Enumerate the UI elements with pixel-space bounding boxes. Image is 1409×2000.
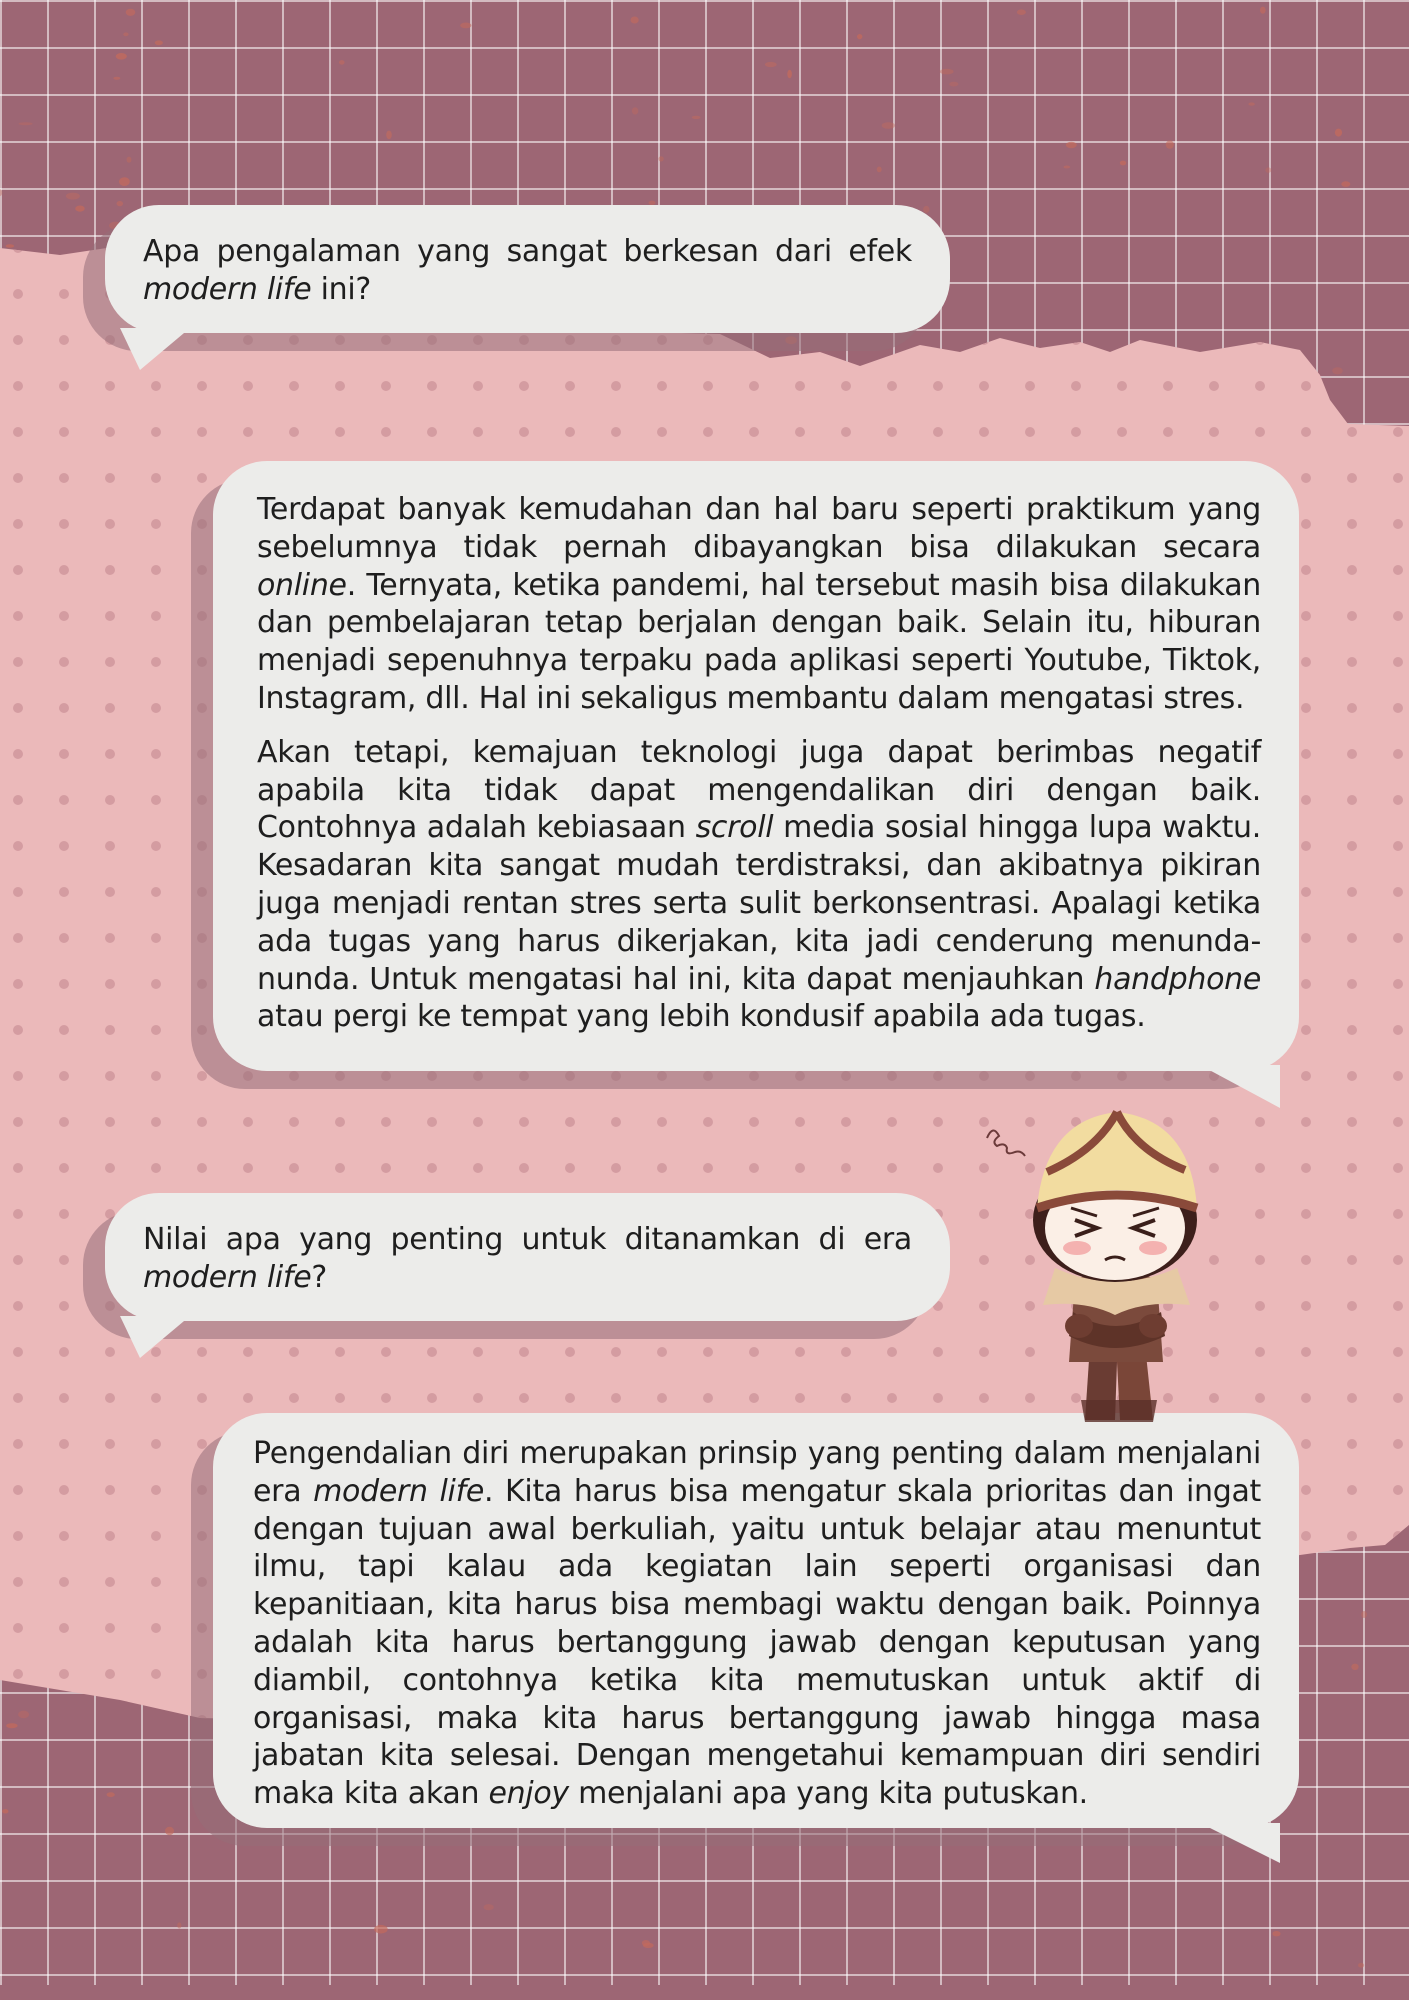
- text-run: ?: [311, 1259, 327, 1295]
- answer-1-paragraph-1: [257, 491, 1261, 718]
- text-run: ini?: [311, 271, 372, 307]
- text-run: menjalani apa yang kita putuskan.: [568, 1776, 1088, 1812]
- italic-term: enjoy: [488, 1776, 569, 1812]
- text-run: Terdapat banyak kemudahan dan hal baru seperti praktikum yang sebelumnya tidak pernah dibayangkan bisa dilakukan secara: [257, 492, 1261, 565]
- text-run: . Kita harus bisa mengatur skala prioritas dan ingat dengan tujuan awal berkuliah, yaitu untuk belajar atau menuntut ilmu, tapi kalau ada kegiatan lain seperti organisasi dan kepanitiaan, kita harus bisa membagi waktu dengan baik. Poinnya adalah kita harus bertanggung jawab dengan keputusan yang diambil, contohnya ketika kita memutuskan untuk aktif di organisasi, maka kita harus bertanggung jawab hingga masa jabatan kita selesai. Dengan mengetahui kemampuan diri sendiri maka kita akan: [253, 1473, 1261, 1812]
- italic-term: online: [257, 567, 347, 603]
- text-run: Akan tetapi, kemajuan teknologi juga dapat berimbas negatif apabila kita tidak dapat mengendalikan diri dengan baik. Contohnya adalah kebiasaan: [257, 734, 1261, 846]
- italic-term: modern life: [143, 271, 312, 307]
- answer-bubble-2: [213, 1413, 1299, 1828]
- bottom-strip: [0, 1985, 1409, 2000]
- italic-term: scroll: [695, 810, 774, 846]
- bubble-tail-3: [120, 1308, 240, 1368]
- italic-term: modern life: [143, 1259, 312, 1295]
- text-run: . Ternyata, ketika pandemi, hal tersebut masih bisa dilakukan dan pembelajaran tetap berjalan dengan baik. Selain itu, hiburan menjadi sepenuhnya terpaku pada aplikasi seperti Youtube, Tiktok, Instagram, dll. Hal ini sekaligus membantu dalam mengatasi stres.: [257, 567, 1261, 716]
- question-text-1: [143, 233, 912, 309]
- text-run: media sosial hingga lupa waktu. Kesadaran kita sangat mudah terdistraksi, dan akibatnya pikiran juga menjadi rentan stres serta sulit berkonsentrasi. Apalagi ketika ada tugas yang harus dikerjakan, kita jadi cenderung menunda-nunda. Untuk mengatasi hal ini, kita dapat menjauhkan: [257, 810, 1261, 997]
- text-run: Apa pengalaman yang sangat berkesan dari efek: [143, 234, 912, 269]
- answer-2-paragraph-1: [253, 1435, 1261, 1813]
- answer-bubble-1: [213, 461, 1299, 1071]
- text-run: Nilai apa yang penting untuk ditanamkan di era: [143, 1222, 912, 1257]
- bubble-tail-4: [1200, 1818, 1300, 1878]
- question-bubble-2: [105, 1193, 950, 1321]
- italic-term: modern life: [313, 1473, 485, 1509]
- question-bubble-1: [105, 205, 950, 333]
- text-run: Pengendalian diri merupakan prinsip yang penting dalam menjalani era: [253, 1436, 1261, 1509]
- text-run: atau pergi ke tempat yang lebih kondusif apabila ada tugas.: [257, 999, 1146, 1035]
- bubble-tail-1: [120, 320, 240, 380]
- answer-1-paragraph-2: [257, 734, 1261, 1036]
- italic-term: handphone: [1094, 961, 1261, 997]
- question-text-2: [143, 1221, 912, 1297]
- chibi-character-icon: [985, 1100, 1245, 1430]
